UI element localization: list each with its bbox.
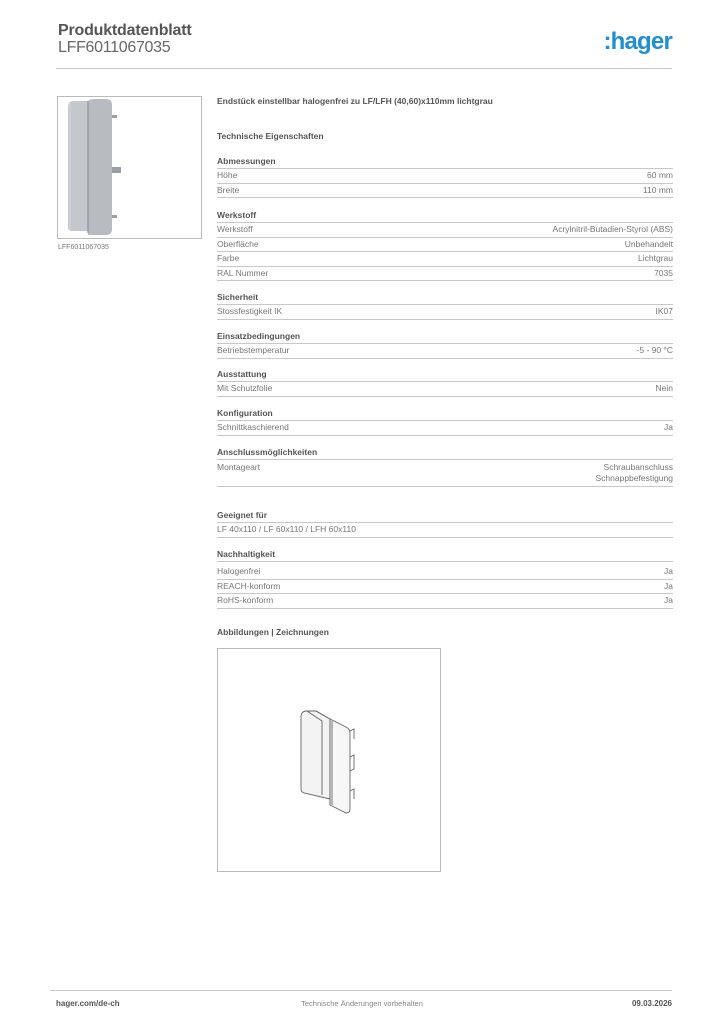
row-value: 7035 (654, 267, 673, 278)
row-value: Ja (664, 422, 673, 432)
row-value: Ja (664, 566, 673, 576)
section-title: Konfiguration (217, 407, 673, 421)
row-value: Unbehandelt (624, 238, 673, 249)
product-drawing (217, 648, 441, 872)
row-value-line: Schraubanschluss (603, 462, 673, 472)
hager-logo: :hager (603, 28, 672, 55)
section-title: Werkstoff (217, 209, 673, 223)
section-nachhaltigkeit (217, 548, 673, 609)
table-row (217, 169, 673, 184)
section-title: Einsatzbedingungen (217, 330, 673, 344)
table-row (217, 523, 673, 538)
footer-date: 09.03.2026 (631, 999, 672, 1008)
section-werkstoff (217, 209, 673, 281)
page-title: Produktdatenblatt (58, 22, 192, 39)
table-row (217, 421, 673, 436)
row-label: Schnittkaschierend (217, 422, 289, 432)
section-title: Geeignet für (217, 509, 673, 523)
row-label: Halogenfrei (217, 566, 261, 576)
product-thumbnail (57, 96, 202, 239)
row-label: Stossfestigkeit IK (217, 306, 283, 316)
footer-divider (50, 990, 672, 991)
table-row (217, 460, 673, 487)
section-einsatzbedingungen (217, 330, 673, 359)
section-title: Abbildungen | Zeichnungen (217, 627, 329, 637)
row-value: -5 - 90 °C (636, 345, 673, 355)
table-row (217, 223, 673, 238)
section-geeignet-fuer (217, 509, 673, 538)
row-label: Oberfläche (217, 238, 259, 249)
header-divider (56, 68, 672, 69)
row-value: Acrylnitril-Butadien-Styrol (ABS) (552, 224, 673, 234)
table-row (217, 267, 673, 282)
section-title: Abmessungen (217, 155, 673, 169)
table-row (217, 594, 673, 609)
row-value-line: Schnappbefestigung (595, 473, 673, 483)
tech-properties-heading: Technische Eigenschaften (217, 131, 324, 141)
row-label: Höhe (217, 170, 238, 180)
row-value: 60 mm (647, 170, 673, 180)
section-anschlussmoeglichkeiten (217, 446, 673, 487)
row-label: RoHS-konform (217, 595, 274, 605)
table-row (217, 382, 673, 397)
section-abbildungen (217, 627, 673, 637)
section-title: Ausstattung (217, 368, 673, 382)
end-cap-drawing-icon (218, 649, 440, 871)
row-value: Lichtgrau (638, 253, 673, 263)
row-value: Ja (664, 595, 673, 605)
section-title: Anschlussmöglichkeiten (217, 446, 673, 460)
footer-website-link[interactable]: hager.com/de-ch (56, 999, 120, 1008)
section-sicherheit (217, 291, 673, 320)
section-konfiguration (217, 407, 673, 436)
row-label: LF 40x110 / LF 60x110 / LFH 60x110 (217, 524, 356, 534)
row-value: IK07 (655, 306, 673, 316)
row-value (595, 462, 673, 484)
table-row (217, 305, 673, 320)
thumbnail-caption: LFF6011067035 (58, 244, 109, 251)
row-label: Breite (217, 184, 240, 195)
section-ausstattung (217, 368, 673, 397)
table-row (217, 580, 673, 595)
product-code: LFF6011067035 (58, 39, 171, 56)
row-label: Betriebstemperatur (217, 345, 290, 355)
row-label: Werkstoff (217, 224, 253, 234)
section-title: Nachhaltigkeit (217, 548, 673, 562)
row-label: REACH-konform (217, 580, 281, 591)
row-label: Farbe (217, 253, 240, 263)
row-label: RAL Nummer (217, 267, 269, 278)
row-value: 110 mm (642, 184, 673, 195)
row-label: Mit Schutzfolie (217, 383, 273, 393)
row-label: Montageart (217, 462, 260, 472)
row-value: Nein (655, 383, 673, 393)
table-row (217, 252, 673, 267)
footer-disclaimer: Technische Änderungen vorbehalten (301, 999, 423, 1008)
end-cap-photo-icon (58, 97, 201, 238)
row-value: Ja (664, 580, 673, 591)
table-row (217, 565, 673, 580)
table-row (217, 344, 673, 359)
section-title: Sicherheit (217, 291, 673, 305)
product-title: Endstück einstellbar halogenfrei zu LF/LFH (40,60)x110mm lichtgrau (217, 96, 493, 106)
table-row (217, 238, 673, 253)
table-row (217, 184, 673, 199)
section-abmessungen (217, 155, 673, 198)
